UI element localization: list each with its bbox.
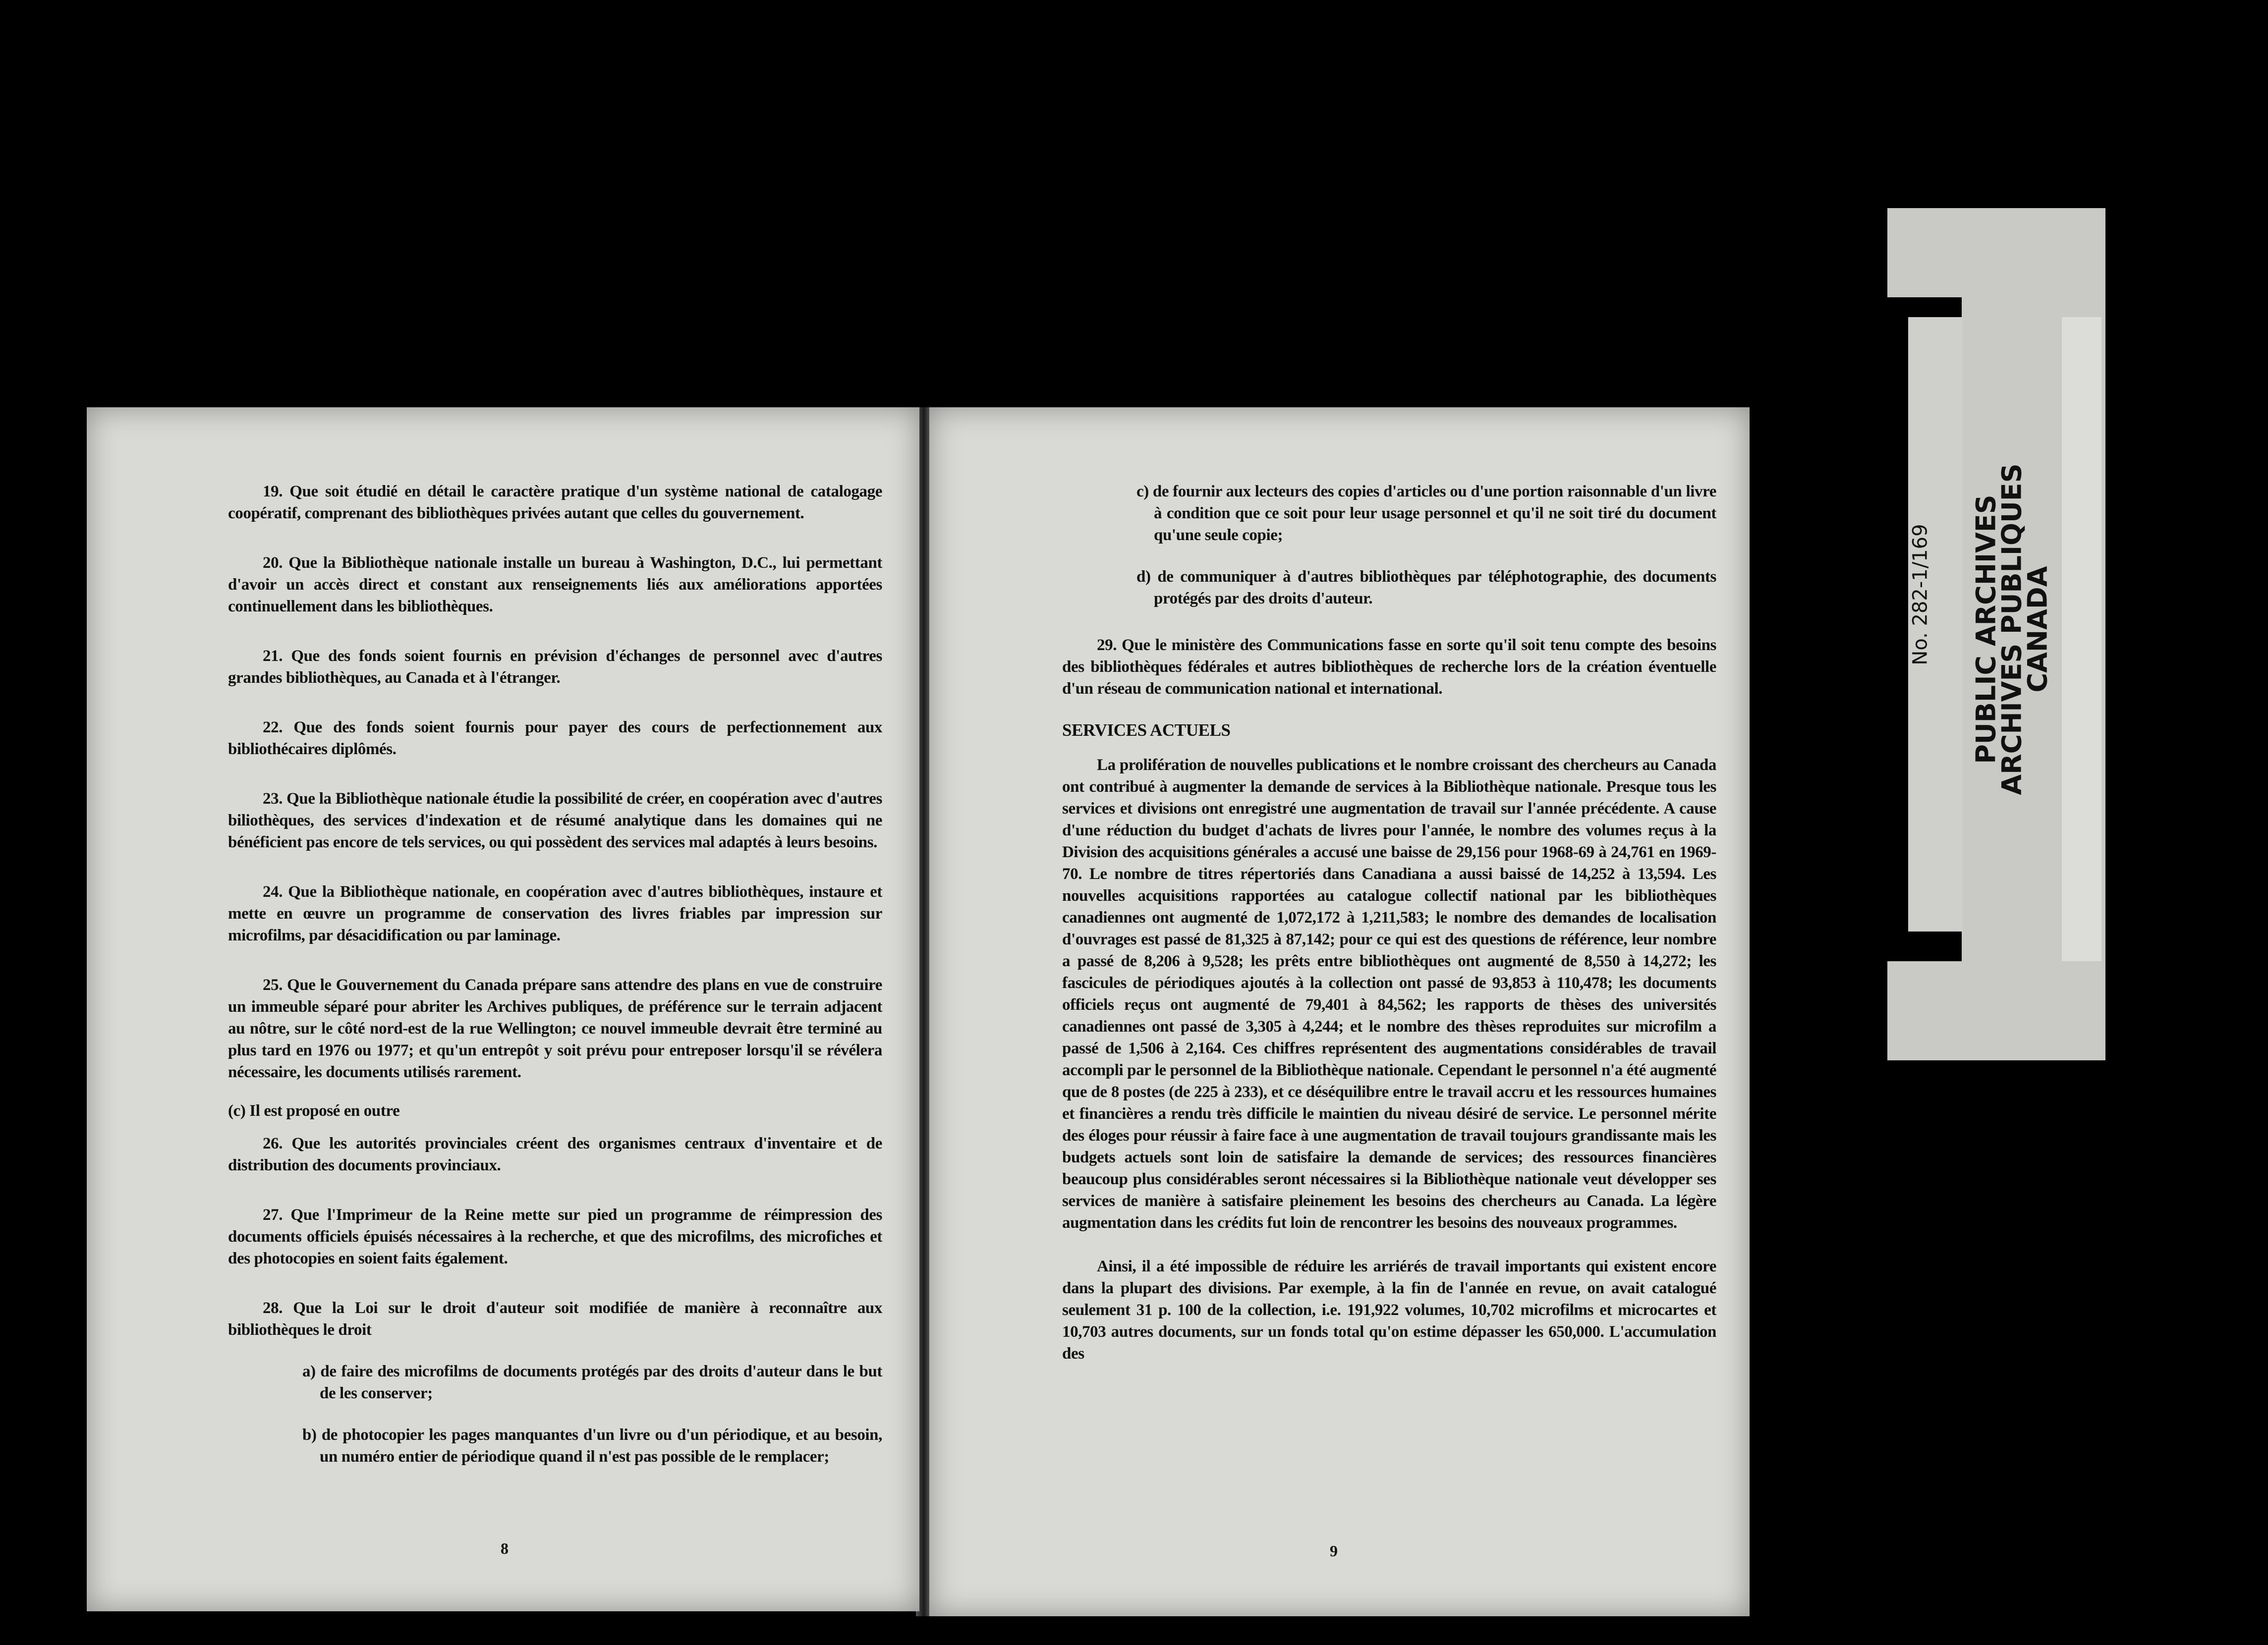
paragraph-28: 28. Que la Loi sur le droit d'auteur soit modifiée de manière à reconnaître aux bibliothèques le droit [228, 1299, 882, 1339]
paragraph-24: 24. Que la Bibliothèque nationale, en coopération avec d'autres bibliothèques, instaure et mette en œuvre un programme de conservation des livres friables par impression sur microfilms, par désacidification ou par laminage. [228, 883, 882, 944]
archive-label-text [1971, 463, 2053, 795]
document-number-text: No. 282-1/169 [1909, 524, 1932, 665]
left-page-text [228, 481, 882, 1487]
section-heading-c: (c) Il est proposé en outre [228, 1102, 400, 1120]
archive-tab-strip [2062, 317, 2101, 961]
list-item-c: c) de fournir aux lecteurs des copies d'articles ou d'une portion raisonnable d'un livre à condition que ce soit pour leur usage personnel et qu'il ne soit tiré du document qu'une seule copie; [1136, 483, 1716, 544]
paragraph-19: 19. Que soit étudié en détail le caractère pratique d'un système national de catalogage coopératif, comprenant des bibliothèques privées autant que celles du gouvernement. [228, 483, 882, 522]
archive-label-line-1: PUBLIC ARCHIVES [1971, 494, 2002, 764]
archive-label-line-2: ARCHIVES PUBLIQUES [1996, 463, 2028, 795]
archive-label [1963, 297, 2062, 961]
paragraph-27: 27. Que l'Imprimeur de la Reine mette sur pied un programme de réimpression des documents officiels épuisés nécessaires à la recherche, et que des microfilms, des microfiches et des photocopies en soient faits également. [228, 1206, 882, 1267]
paragraph-23: 23. Que la Bibliothèque nationale étudie la possibilité de créer, en coopération avec d'autres biliothèques, des services d'indexation et de résumé analytique dans les domaines qui ne bénéficient pas encore de tels services, ou qui possèdent des services mal adaptés à leurs besoins. [228, 790, 882, 851]
body-paragraph-1: La prolifération de nouvelles publications et le nombre croissant des chercheurs au Canada ont contribué à augmenter la demande de services à la Bibliothèque nationale. Presque tous les services et divisions ont enregistré une augmentation de travail sur l'année précédente. A cause d'une réduction du budget d'achats de livres pour l'année, le nombre des volumes reçus à la Division des acquisitions générales a accusé une baisse de 29,156 pour 1968-69 à 24,761 en 1969-70. Le nombre de titres répertoriés dans Canadiana a aussi baissé de 14,252 à 13,594. Les nouvelles acquisitions rapportées au catalogue collectif national par les bibliothèques canadiennes ont augmenté de 1,072,172 à 1,211,583; le nombre des demandes de localisation d'ouvrages est passé de 81,325 à 87,142; pour ce qui est des questions de référence, leur nombre a passé de 8,206 à 9,528; les prêts entre bibliothèques ont augmenté de 8,550 à 14,272; les fascicules de périodiques ajoutés à la collection ont passé de 93,853 à 110,478; les documents officiels reçus ont augmenté de 79,401 à 84,562; les rapports de thèses des universités canadiennes ont passé de 3,305 à 4,244; et le nombre des thèses reproduites sur microfilm a passé de 1,506 à 2,164. Ces chiffres représentent des augmentations considérables de travail accompli par le personnel de la Bibliothèque nationale. Cependant le personnel n'a été augmenté que de 8 postes (de 225 à 233), et ce déséquilibre entre le travail accru et les ressources humaines et financières a rendu très difficile le maintien du niveau désiré de service. Le personnel mérite des éloges pour réussir à faire face à une augmentation de travail toujours grandissante mais les budgets actuels sont loin de satisfaire la demande de services; des ressources financières beaucoup plus considérables seront nécessaires si la Bibliothèque nationale veut développer ses services de manière à satisfaire pleinement les besoins des chercheurs au Canada. La légère augmentation dans les crédits fut loin de rencontrer les besoins des nouveaux programmes. [1062, 756, 1716, 1232]
list-item-d: d) de communiquer à d'autres bibliothèques par téléphotographie, des documents protégés par des droits d'auteur. [1136, 568, 1716, 607]
paragraph-20: 20. Que la Bibliothèque nationale installe un bureau à Washington, D.C., lui permettant d'avoir un accès direct et constant aux renseignements liés aux améliorations apportées continuellement dans les bibliothèques. [228, 554, 882, 615]
list-item-b: b) de photocopier les pages manquantes d'un livre ou d'un périodique, et au besoin, un numéro entier de périodique quand il n'est pas possible de le remplacer; [302, 1426, 882, 1466]
paragraph-29: 29. Que le ministère des Communications fasse en sorte qu'il soit tenu compte des besoins des bibliothèques fédérales et autres bibliothèques de recherche lors de la création éventuelle d'un réseau de communication national et international. [1062, 636, 1716, 698]
left-page [87, 407, 919, 1611]
paragraph-26: 26. Que les autorités provinciales créent des organismes centraux d'inventaire et de distribution des documents provinciaux. [228, 1135, 882, 1174]
section-heading-services: SERVICES ACTUELS [1062, 720, 1231, 740]
right-page-text [1062, 481, 1716, 1392]
paragraph-22: 22. Que des fonds soient fournis pour payer des cours de perfectionnement aux bibliothécaires diplômés. [228, 718, 882, 758]
body-paragraph-2: Ainsi, il a été impossible de réduire les arriérés de travail importants qui existent encore dans la plupart des divisions. Par exemple, à la fin de l'année en revue, on avait catalogué seulement 31 p. 100 de la collection, i.e. 191,922 volumes, 10,702 microfilms et microcartes et 10,703 autres documents, sur un fonds total qu'on estime dépasser les 650,000. L'accumulation des [1062, 1258, 1716, 1363]
page-number-left: 8 [501, 1539, 509, 1557]
page-number-right: 9 [1330, 1542, 1338, 1560]
paragraph-21: 21. Que des fonds soient fournis en prévision d'échanges de personnel avec d'autres grandes bibliothèques, au Canada et à l'étranger. [228, 647, 882, 687]
right-page [929, 407, 1750, 1616]
list-item-a: a) de faire des microfilms de documents protégés par des droits d'auteur dans le but de les conserver; [302, 1363, 882, 1402]
paragraph-25: 25. Que le Gouvernement du Canada prépare sans attendre des plans en vue de construire un immeuble séparé pour abriter les Archives publiques, de préférence sur le terrain adjacent au nôtre, sur le côté nord-est de la rue Wellington; ce nouvel immeuble devrait être terminé au plus tard en 1976 ou 1977; et qu'un entrepôt y soit prévu pour entreposer lorsqu'il se révélera nécessaire, les documents utilisés rarement. [228, 976, 882, 1081]
archive-label-line-3: CANADA [2022, 566, 2053, 693]
document-number [1893, 446, 1948, 743]
